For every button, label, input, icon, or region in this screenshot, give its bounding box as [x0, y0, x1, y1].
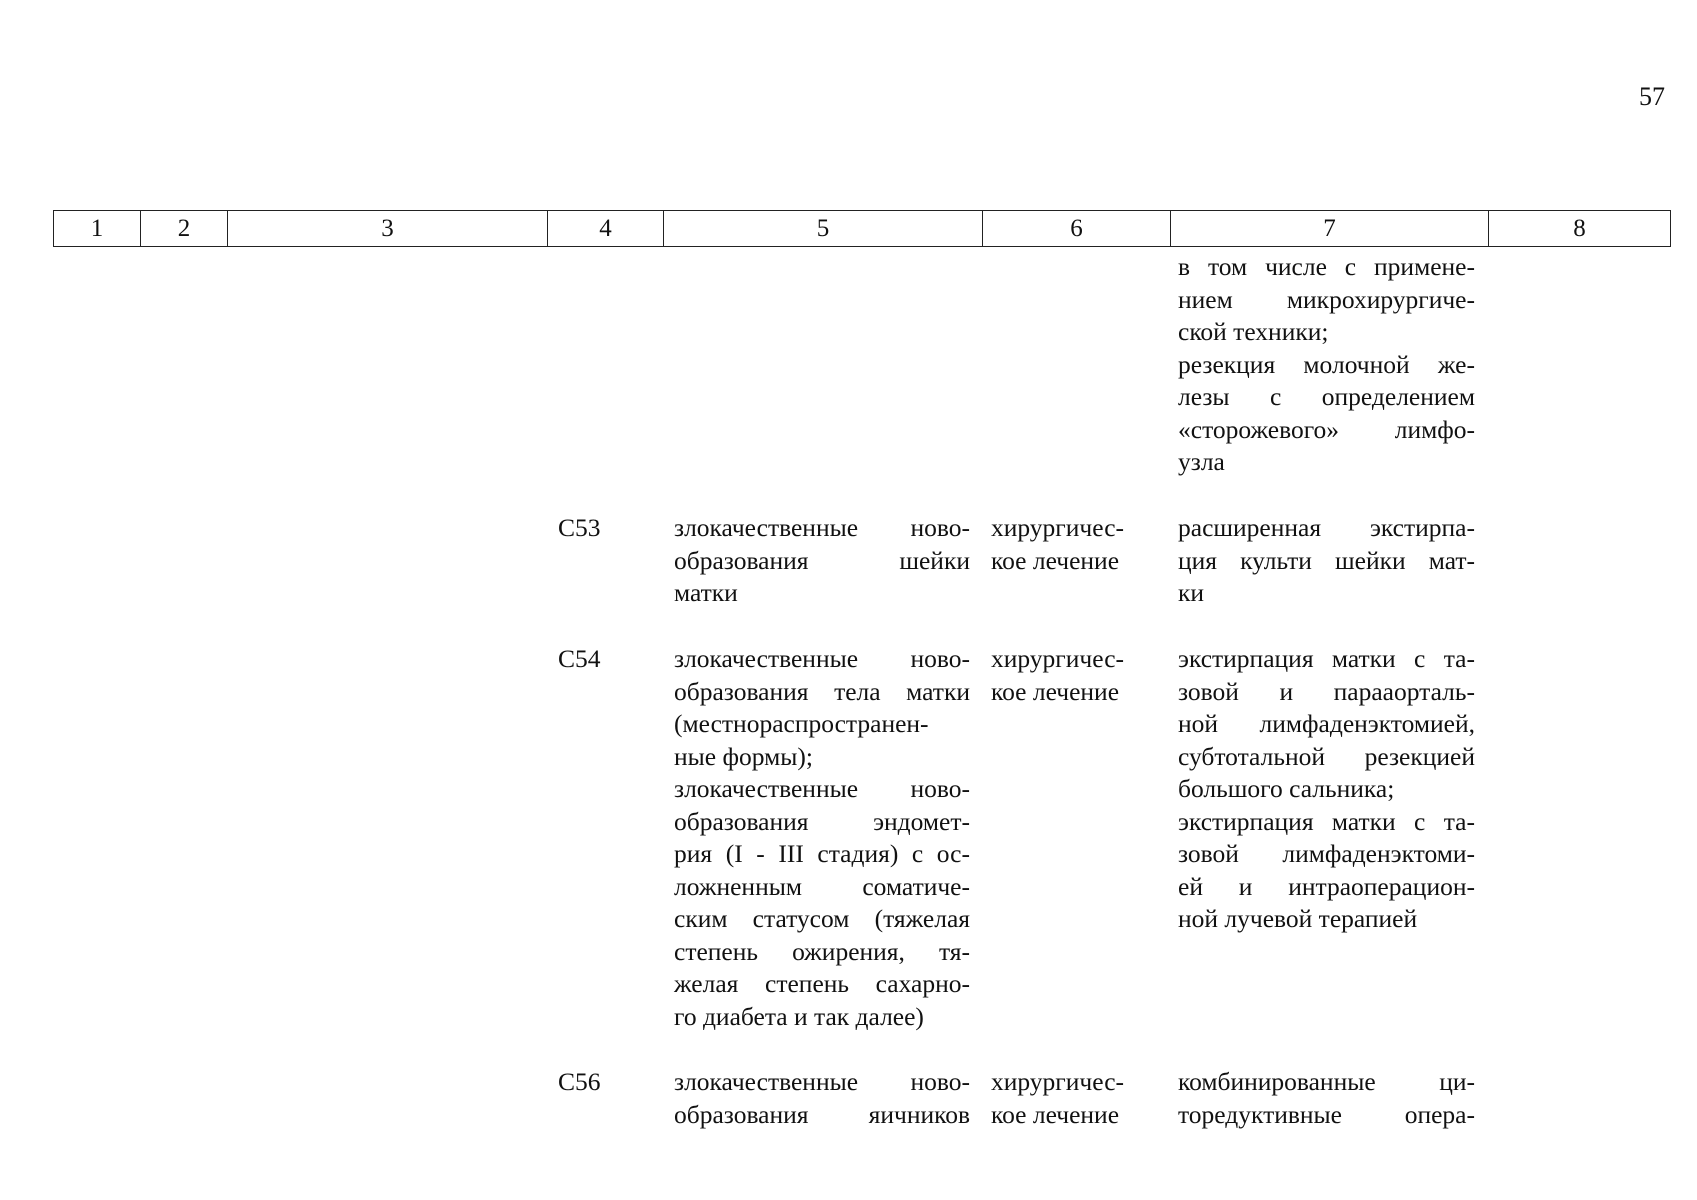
- text-line: степень ожирения, тя-: [674, 936, 970, 966]
- diagnosis-text: [674, 1066, 970, 1131]
- column-number-6: 6: [983, 211, 1171, 247]
- method-text: [1178, 1066, 1475, 1131]
- continued-method-text: [1178, 251, 1475, 479]
- text-line: рия (I - III стадия) с ос-: [674, 839, 970, 868]
- text-line: образования тела матки: [674, 676, 970, 706]
- text-line: расширенная экстирпа-: [1178, 513, 1475, 542]
- column-header-table: [53, 210, 1671, 247]
- diagnosis-text: [674, 643, 970, 1033]
- text-line: ция культи шейки мат-: [1178, 545, 1475, 575]
- text-line: узла: [1178, 447, 1225, 476]
- text-line: злокачественные ново-: [674, 774, 970, 803]
- text-line: зовой лимфаденэктоми-: [1178, 839, 1475, 868]
- text-line: в том числе с примене-: [1178, 252, 1475, 281]
- treatment-type-text: [991, 512, 1156, 577]
- column-number-1: 1: [54, 211, 141, 247]
- text-line: образования яичников: [674, 1099, 970, 1129]
- column-number-4: 4: [548, 211, 664, 247]
- text-line: ные формы);: [674, 741, 813, 771]
- text-line: хирургичес-: [991, 513, 1125, 542]
- text-line: комбинированные ци-: [1178, 1067, 1475, 1096]
- text-line: экстирпация матки с та-: [1178, 644, 1475, 673]
- text-line: нием микрохирургиче-: [1178, 284, 1475, 314]
- text-line: злокачественные ново-: [674, 1067, 970, 1096]
- text-line: злокачественные ново-: [674, 644, 970, 673]
- text-line: «сторожевого» лимфо-: [1178, 414, 1475, 444]
- text-line: кое лечение: [991, 545, 1120, 575]
- text-line: ей и интраоперацион-: [1178, 871, 1475, 901]
- page-number: 57: [1639, 82, 1665, 111]
- text-line: кое лечение: [991, 676, 1120, 706]
- text-line: ной лимфаденэктомией,: [1178, 709, 1475, 738]
- treatment-type-text: [991, 1066, 1156, 1131]
- text-line: образования эндомет-: [674, 806, 970, 836]
- column-number-8: 8: [1489, 211, 1671, 247]
- text-line: матки: [674, 578, 738, 607]
- column-number-7: 7: [1171, 211, 1489, 247]
- diagnosis-text: [674, 512, 970, 610]
- text-line: большого сальника;: [1178, 774, 1395, 803]
- method-text: [1178, 512, 1475, 610]
- text-line: ским статусом (тяжелая: [674, 904, 970, 933]
- row-code: C53: [558, 513, 601, 542]
- text-line: желая степень сахарно-: [674, 969, 970, 998]
- text-line: злокачественные ново-: [674, 513, 970, 542]
- text-line: хирургичес-: [991, 1067, 1125, 1096]
- text-line: субтотальной резекцией: [1178, 741, 1475, 771]
- row-code: C56: [558, 1067, 601, 1096]
- text-line: ложненным соматиче-: [674, 871, 970, 901]
- text-line: ки: [1178, 578, 1205, 607]
- column-number-3: 3: [228, 211, 548, 247]
- method-text: [1178, 643, 1475, 936]
- text-line: экстирпация матки с та-: [1178, 806, 1475, 836]
- text-line: го диабета и так далее): [674, 1001, 924, 1031]
- text-line: торедуктивные опера-: [1178, 1099, 1475, 1129]
- column-number-5: 5: [664, 211, 983, 247]
- text-line: ной лучевой терапией: [1178, 904, 1418, 933]
- text-line: резекция молочной же-: [1178, 349, 1475, 379]
- text-line: (местнораспространен-: [674, 709, 929, 738]
- text-line: ской техники;: [1178, 317, 1329, 346]
- text-line: лезы с определением: [1178, 382, 1475, 411]
- text-line: хирургичес-: [991, 644, 1125, 673]
- text-line: зовой и парааорталь-: [1178, 676, 1475, 706]
- column-number-2: 2: [141, 211, 228, 247]
- row-code: C54: [558, 644, 601, 673]
- treatment-type-text: [991, 643, 1156, 708]
- text-line: образования шейки: [674, 545, 970, 575]
- text-line: кое лечение: [991, 1099, 1120, 1129]
